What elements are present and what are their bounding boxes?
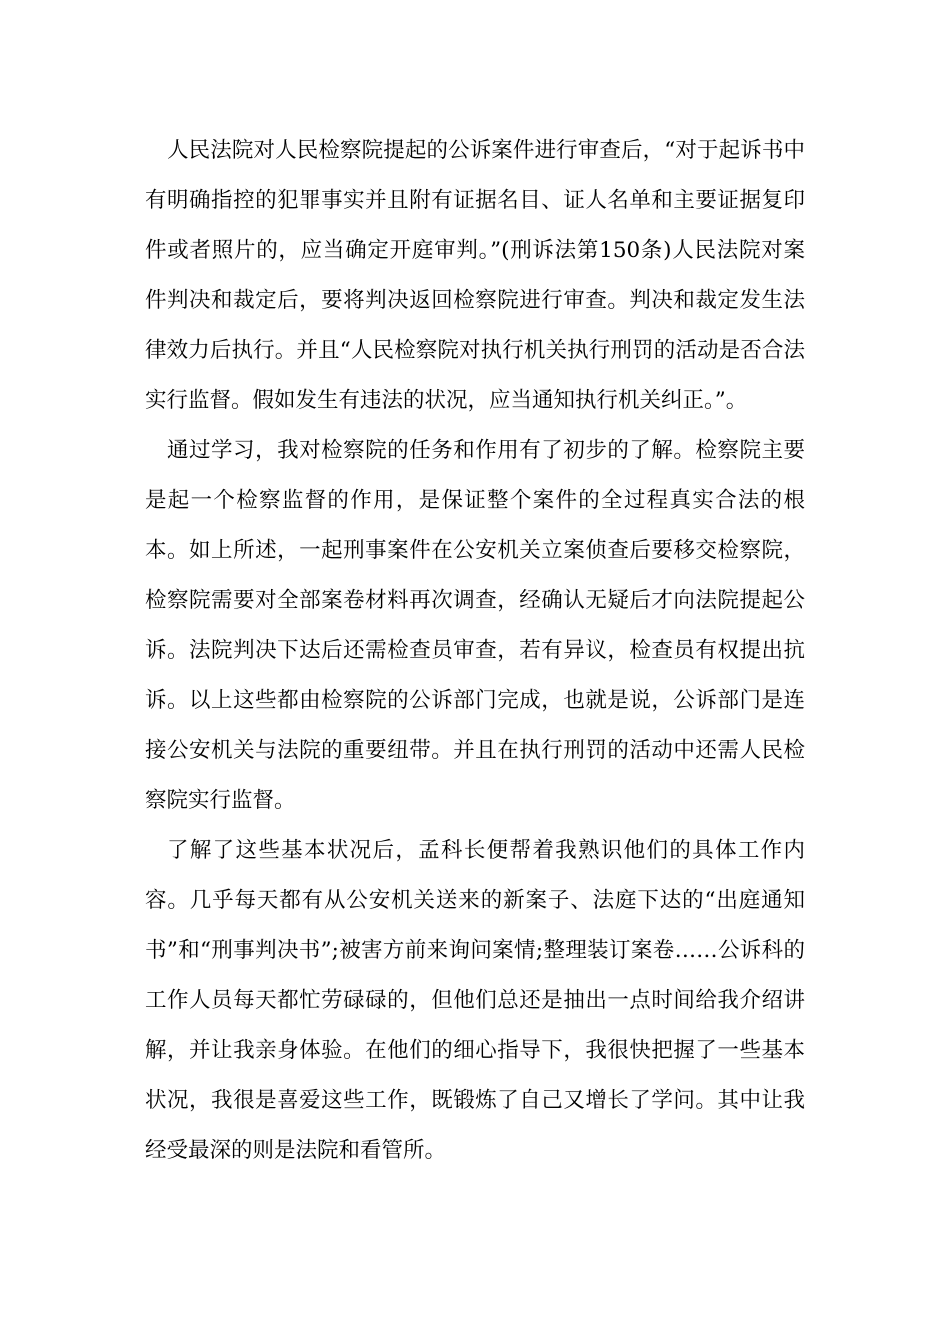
paragraph-2: 通过学习，我对检察院的任务和作用有了初步的了解。检察院主要是起一个检察监督的作用，是保证整个案件的全过程真实合法的根本。如上所述，一起刑事案件在公安机关立案侦查后要移交检察院，检察院需要对全部案卷材料再次调查，经确认无疑后才向法院提起公诉。法院判决下达后还需检查员审查，若有异议，检查员有权提出抗诉。以上这些都由检察院的公诉部门完成，也就是说，公诉部门是连接公安机关与法院的重要纽带。并且在执行刑罚的活动中还需人民检察院实行监督。 [145, 438, 805, 813]
paragraph-3: 了解了这些基本状况后，孟科长便帮着我熟识他们的具体工作内容。几乎每天都有从公安机关送来的新案子、法庭下达的“出庭通知书”和“刑事判决书”;被害方前来询问案情;整理装订案卷……公诉科的工作人员每天都忙劳碌碌的，但他们总还是抽出一点时间给我介绍讲解，并让我亲身体验。在他们的细心指导下，我很快把握了一些基本状况，我很是喜爱这些工作，既锻炼了自己又增长了学问。其中让我经受最深的则是法院和看管所。 [145, 838, 805, 1163]
document-body [145, 126, 805, 1176]
paragraph-1: 人民法院对人民检察院提起的公诉案件进行审查后，“对于起诉书中有明确指控的犯罪事实并且附有证据名目、证人名单和主要证据复印件或者照片的，应当确定开庭审判。”(刑诉法第150条)人民法院对案件判决和裁定后，要将判决返回检察院进行审查。判决和裁定发生法律效力后执行。并且“人民检察院对执行机关执行刑罚的活动是否合法实行监督。假如发生有违法的状况，应当通知执行机关纠正。”。 [145, 138, 805, 413]
